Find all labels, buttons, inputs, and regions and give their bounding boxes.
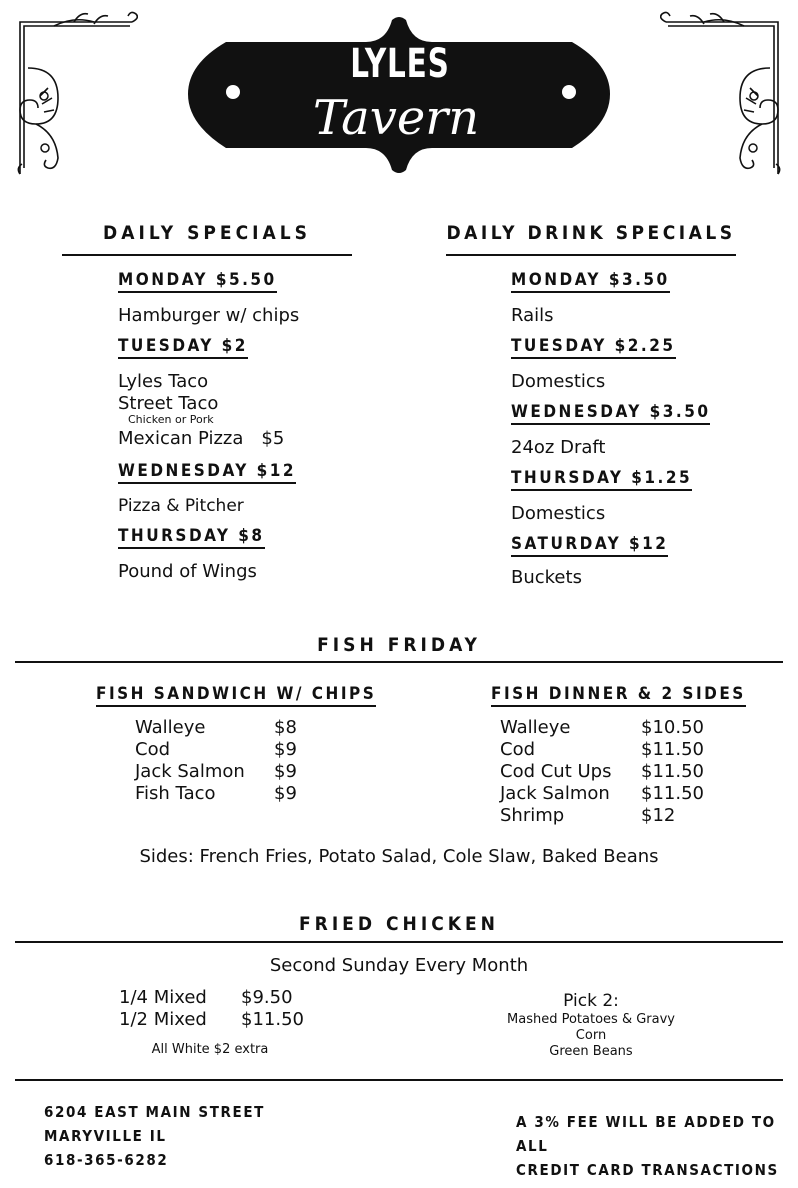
drink-thursday-item: Domestics bbox=[511, 503, 606, 524]
fish-dinner-row bbox=[500, 761, 704, 783]
fried-chicken-rule bbox=[15, 941, 783, 943]
phone-number: 618-365-6282 bbox=[44, 1151, 169, 1169]
pick-option: Corn bbox=[575, 1028, 607, 1043]
fish-sides: Sides: French Fries, Potato Salad, Cole Slaw, Baked Beans bbox=[139, 846, 659, 867]
address-line-2: MARYVILLE IL bbox=[44, 1127, 167, 1145]
fish-friday-title: FISH FRIDAY bbox=[317, 634, 481, 656]
corner-ornament-left bbox=[14, 8, 138, 178]
daily-monday-heading: MONDAY $5.50 bbox=[118, 270, 277, 293]
badge-dot-left bbox=[226, 85, 240, 99]
drink-monday-heading: MONDAY $3.50 bbox=[511, 270, 670, 293]
footer-address bbox=[44, 1100, 265, 1172]
daily-specials-title: DAILY SPECIALS bbox=[103, 222, 311, 244]
address-line-1: 6204 EAST MAIN STREET bbox=[44, 1103, 265, 1121]
fish-sandwich-name: Fish Taco bbox=[135, 783, 216, 804]
fish-sandwich-row bbox=[135, 761, 297, 783]
fish-dinner-price: $10.50 bbox=[641, 717, 704, 738]
daily-tuesday-item-3-price: $5 bbox=[261, 428, 285, 449]
fish-dinner-row bbox=[500, 717, 704, 739]
fish-sandwich-price: $9 bbox=[274, 761, 297, 782]
daily-tuesday-item-3-name: Mexican Pizza bbox=[118, 428, 244, 449]
fried-chicken-price: $11.50 bbox=[241, 1009, 304, 1030]
fish-sandwich-heading: FISH SANDWICH W/ CHIPS bbox=[96, 684, 376, 707]
fried-chicken-schedule: Second Sunday Every Month bbox=[269, 955, 529, 976]
fish-dinner-row bbox=[500, 783, 704, 805]
fish-friday-rule bbox=[15, 661, 783, 663]
drink-wednesday-item: 24oz Draft bbox=[511, 437, 606, 458]
title-line2: Tavern bbox=[312, 90, 480, 146]
drink-wednesday-heading: WEDNESDAY $3.50 bbox=[511, 402, 710, 425]
drink-monday-item: Rails bbox=[511, 305, 554, 326]
fish-sandwich-price: $9 bbox=[274, 739, 297, 760]
fish-sandwich-list bbox=[135, 717, 297, 805]
fried-chicken-note: All White $2 extra bbox=[151, 1042, 269, 1057]
fish-dinner-list bbox=[500, 717, 704, 827]
fish-dinner-name: Shrimp bbox=[500, 805, 565, 826]
daily-thursday-item: Pound of Wings bbox=[118, 561, 257, 582]
fish-sandwich-row bbox=[135, 739, 297, 761]
fish-sandwich-name: Cod bbox=[135, 739, 171, 760]
fried-chicken-price: $9.50 bbox=[241, 987, 293, 1008]
fish-sandwich-row bbox=[135, 783, 297, 805]
drink-thursday-heading: THURSDAY $1.25 bbox=[511, 468, 692, 491]
daily-tuesday-heading: TUESDAY $2 bbox=[118, 336, 248, 359]
daily-tuesday-item-1: Lyles Taco bbox=[118, 371, 209, 392]
fried-chicken-name: 1/4 Mixed bbox=[119, 987, 207, 1008]
daily-wednesday-item: Pizza & Pitcher bbox=[118, 496, 244, 516]
pick-title: Pick 2: bbox=[563, 991, 619, 1011]
fish-dinner-row bbox=[500, 739, 704, 761]
fish-dinner-name: Jack Salmon bbox=[500, 783, 610, 804]
fish-sandwich-price: $9 bbox=[274, 783, 297, 804]
fish-sandwich-price: $8 bbox=[274, 717, 297, 738]
title-line1: LYLES bbox=[350, 41, 450, 87]
daily-tuesday-item-3 bbox=[118, 428, 284, 450]
pick-option: Mashed Potatoes & Gravy bbox=[507, 1012, 675, 1027]
badge-dot-right bbox=[562, 85, 576, 99]
footer-fee-notice bbox=[516, 1110, 798, 1182]
fish-dinner-price: $11.50 bbox=[641, 783, 704, 804]
fried-chicken-row bbox=[119, 987, 304, 1009]
daily-tuesday-item-2-note: Chicken or Pork bbox=[128, 413, 214, 426]
fee-line-2: CREDIT CARD TRANSACTIONS bbox=[516, 1161, 779, 1179]
fish-dinner-name: Cod bbox=[500, 739, 536, 760]
daily-tuesday-item-2: Street Taco bbox=[118, 393, 219, 414]
fried-chicken-pick bbox=[470, 990, 712, 1060]
fish-sandwich-row bbox=[135, 717, 297, 739]
drink-specials-rule bbox=[446, 254, 736, 256]
fried-chicken-name: 1/2 Mixed bbox=[119, 1009, 207, 1030]
fish-dinner-name: Cod Cut Ups bbox=[500, 761, 612, 782]
fried-chicken-row bbox=[119, 1009, 304, 1031]
drink-saturday-heading: SATURDAY $12 bbox=[511, 534, 668, 557]
drink-tuesday-heading: TUESDAY $2.25 bbox=[511, 336, 676, 359]
fish-sandwich-name: Jack Salmon bbox=[135, 761, 245, 782]
fried-chicken-list bbox=[119, 987, 304, 1031]
corner-ornament-right bbox=[660, 8, 784, 178]
pick-option: Green Beans bbox=[549, 1044, 633, 1059]
footer-rule bbox=[15, 1079, 783, 1081]
fried-chicken-title: FRIED CHICKEN bbox=[298, 913, 499, 935]
drink-specials-title: DAILY DRINK SPECIALS bbox=[446, 222, 736, 244]
drink-tuesday-item: Domestics bbox=[511, 371, 606, 392]
daily-wednesday-heading: WEDNESDAY $12 bbox=[118, 461, 296, 484]
daily-thursday-heading: THURSDAY $8 bbox=[118, 526, 265, 549]
fee-line-1: A 3% FEE WILL BE ADDED TO ALL bbox=[516, 1113, 776, 1155]
drink-saturday-item: Buckets bbox=[511, 567, 582, 588]
fish-dinner-price: $11.50 bbox=[641, 739, 704, 760]
fish-sandwich-name: Walleye bbox=[135, 717, 206, 738]
daily-monday-item: Hamburger w/ chips bbox=[118, 305, 300, 326]
fish-dinner-price: $12 bbox=[641, 805, 676, 826]
fish-dinner-row bbox=[500, 805, 704, 827]
fish-dinner-price: $11.50 bbox=[641, 761, 704, 782]
daily-specials-rule bbox=[62, 254, 352, 256]
fish-dinner-heading: FISH DINNER & 2 SIDES bbox=[491, 684, 746, 707]
fish-dinner-name: Walleye bbox=[500, 717, 571, 738]
